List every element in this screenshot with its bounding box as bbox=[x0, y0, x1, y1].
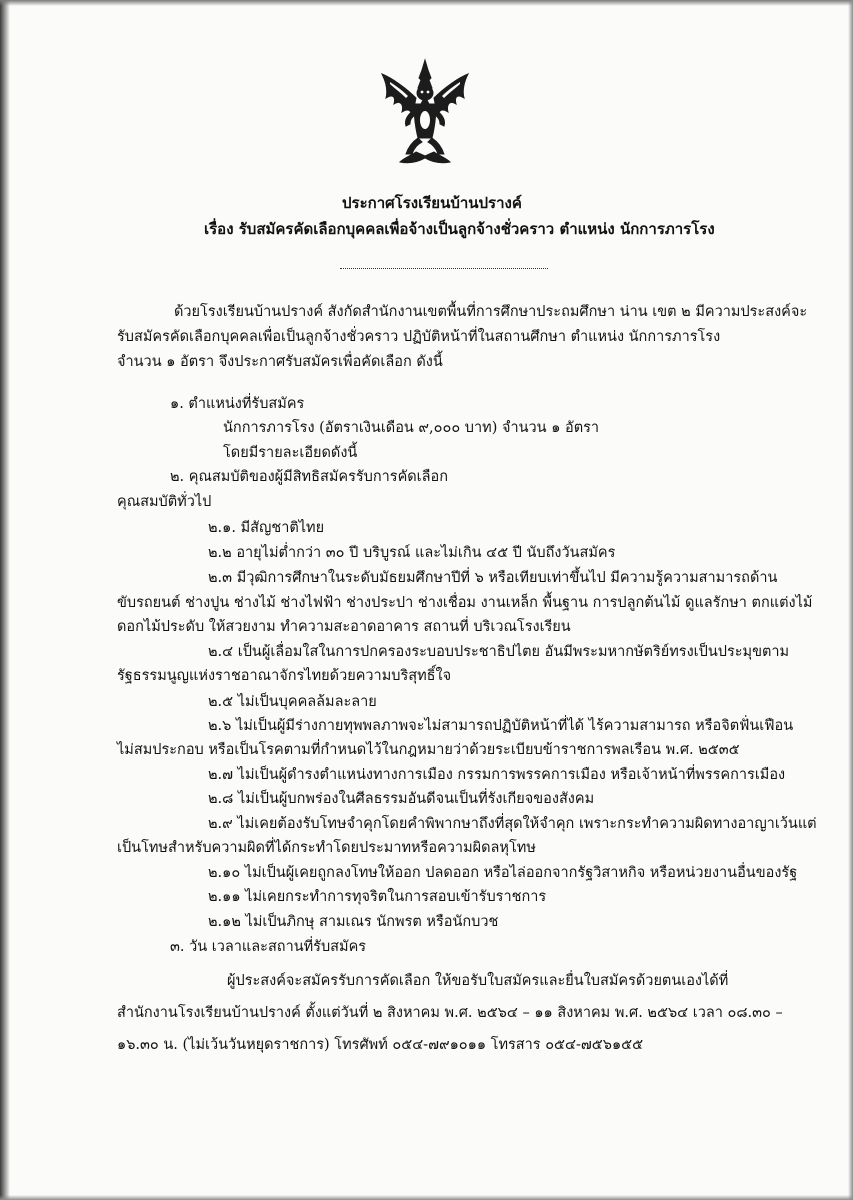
document-title: ประกาศโรงเรียนบ้านปรางค์ bbox=[342, 194, 522, 212]
application-line: ๑๖.๓๐ น. (ไม่เว้นวันหยุดราชการ) โทรศัพท์ ๐๕๔-๗๙๑๐๑๑ โทรสาร ๐๕๔-๗๕๖๑๕๕ bbox=[117, 1037, 644, 1053]
section-1-heading: ๑. ตำแหน่งที่รับสมัคร bbox=[170, 396, 305, 412]
scan-edge-top bbox=[0, 0, 853, 6]
intro-line-1: ด้วยโรงเรียนบ้านปรางค์ สังกัดสำนักงานเขตพื้นที่การศึกษาประถมศึกษา น่าน เขต ๒ มีความประสงค์จะ bbox=[174, 304, 808, 320]
qualification-line: ๒.๑๑ ไม่เคยกระทำการทุจริตในการสอบเข้ารับราชการ bbox=[208, 889, 547, 905]
intro-line-2: รับสมัครคัดเลือกบุคคลเพื่อเป็นลูกจ้างชั่วคราว ปฏิบัติหน้าที่ในสถานศึกษา ตำแหน่ง นักการภารโรง bbox=[117, 329, 721, 345]
application-line: สำนักงานโรงเรียนบ้านปรางค์ ตั้งแต่วันที่ ๒ สิงหาคม พ.ศ. ๒๕๖๔ – ๑๑ สิงหาคม พ.ศ. ๒๕๖๔ เวลา ๐๘.๓๐ – bbox=[117, 1005, 783, 1021]
application-line: ผู้ประสงค์จะสมัครรับการคัดเลือก ให้ขอรับใบสมัครและยื่นใบสมัครด้วยตนเองได้ที่ bbox=[227, 973, 729, 989]
garuda-emblem-icon bbox=[378, 58, 472, 168]
qualification-line: รัฐธรรมนูญแห่งราชอาณาจักรไทยด้วยความบริสุทธิ์ใจ bbox=[117, 668, 452, 684]
qualification-line: ดอกไม้ประดับ ให้สวยงาม ทำความสะอาดอาคาร สถานที่ บริเวณโรงเรียน bbox=[117, 619, 571, 635]
qualification-line: ๒.๘ ไม่เป็นผู้บกพร่องในศีลธรรมอันดีจนเป็นที่รังเกียจของสังคม bbox=[208, 791, 595, 807]
intro-line-3: จำนวน ๑ อัตรา จึงประกาศรับสมัครเพื่อคัดเลือก ดังนี้ bbox=[117, 354, 443, 370]
qualification-line: เป็นโทษสำหรับความผิดที่ได้กระทำโดยประมาทหรือความผิดลหุโทษ bbox=[117, 840, 536, 856]
scan-edge-left bbox=[0, 0, 10, 1200]
qualification-line: ๒.๔ เป็นผู้เลื่อมใสในการปกครองระบอบประชาธิปไตย อันมีพระมหากษัตริย์ทรงเป็นประมุขตาม bbox=[208, 644, 790, 660]
section-2-general: คุณสมบัติทั่วไป bbox=[117, 494, 212, 510]
title-divider bbox=[340, 268, 548, 269]
section-1-position: นักการภารโรง (อัตราเงินเดือน ๙,๐๐๐ บาท) จำนวน ๑ อัตรา bbox=[223, 420, 600, 436]
qualification-line: ๒.๕ ไม่เป็นบุคคลล้มละลาย bbox=[208, 694, 377, 710]
section-1-details: โดยมีรายละเอียดดังนี้ bbox=[223, 445, 358, 461]
document-subject: เรื่อง รับสมัครคัดเลือกบุคคลเพื่อจ้างเป็นลูกจ้างชั่วคราว ตำแหน่ง นักการภารโรง bbox=[204, 220, 715, 238]
qualification-line: ๒.๑๐ ไม่เป็นผู้เคยถูกลงโทษให้ออก ปลดออก หรือไล่ออกจากรัฐวิสาหกิจ หรือหน่วยงานอื่นของรัฐ bbox=[208, 865, 798, 881]
qualification-line: ๒.๗ ไม่เป็นผู้ดำรงตำแหน่งทางการเมือง กรรมการพรรคการเมือง หรือเจ้าหน้าที่พรรคการเมือง bbox=[208, 767, 786, 783]
qualification-line: ๒.๑๒ ไม่เป็นภิกษุ สามเณร นักพรต หรือนักบวช bbox=[208, 914, 499, 930]
scan-edge-right bbox=[848, 0, 853, 1200]
qualification-line: ๒.๑. มีสัญชาติไทย bbox=[208, 520, 325, 536]
section-3-heading: ๓. วัน เวลาและสถานที่รับสมัคร bbox=[170, 939, 367, 955]
qualification-line: ๒.๖ ไม่เป็นผู้มีร่างกายทุพพลภาพจะไม่สามารถปฏิบัติหน้าที่ได้ ไร้ความสามารถ หรือจิตฟั่นเฟือน bbox=[208, 718, 794, 734]
qualification-line: ไม่สมประกอบ หรือเป็นโรคตามที่กำหนดไว้ในกฎหมายว่าด้วยระเบียบข้าราชการพลเรือน พ.ศ. ๒๕๓๕ bbox=[117, 742, 740, 758]
section-2-heading: ๒. คุณสมบัติของผู้มีสิทธิสมัครรับการคัดเลือก bbox=[170, 469, 449, 485]
qualification-line: ๒.๓ มีวุฒิการศึกษาในระดับมัธยมศึกษาปีที่ ๖ หรือเทียบเท่าขึ้นไป มีความรู้ความสามารถด้าน bbox=[208, 570, 778, 586]
qualification-line: ๒.๒ อายุไม่ต่ำกว่า ๓๐ ปี บริบูรณ์ และไม่เกิน ๔๕ ปี นับถึงวันสมัคร bbox=[208, 545, 616, 561]
qualification-line: ขับรถยนต์ ช่างปูน ช่างไม้ ช่างไฟฟ้า ช่างประปา ช่างเชื่อม งานเหล็ก พื้นฐาน การปลูกต้นไม้ ดูแลรักษา ตกแต่งไม้ bbox=[117, 595, 813, 611]
qualification-line: ๒.๙ ไม่เคยต้องรับโทษจำคุกโดยคำพิพากษาถึงที่สุดให้จำคุก เพราะกระทำความผิดทางอาญาเว้นแต่ bbox=[208, 816, 817, 832]
scan-edge-bottom bbox=[0, 1195, 853, 1200]
